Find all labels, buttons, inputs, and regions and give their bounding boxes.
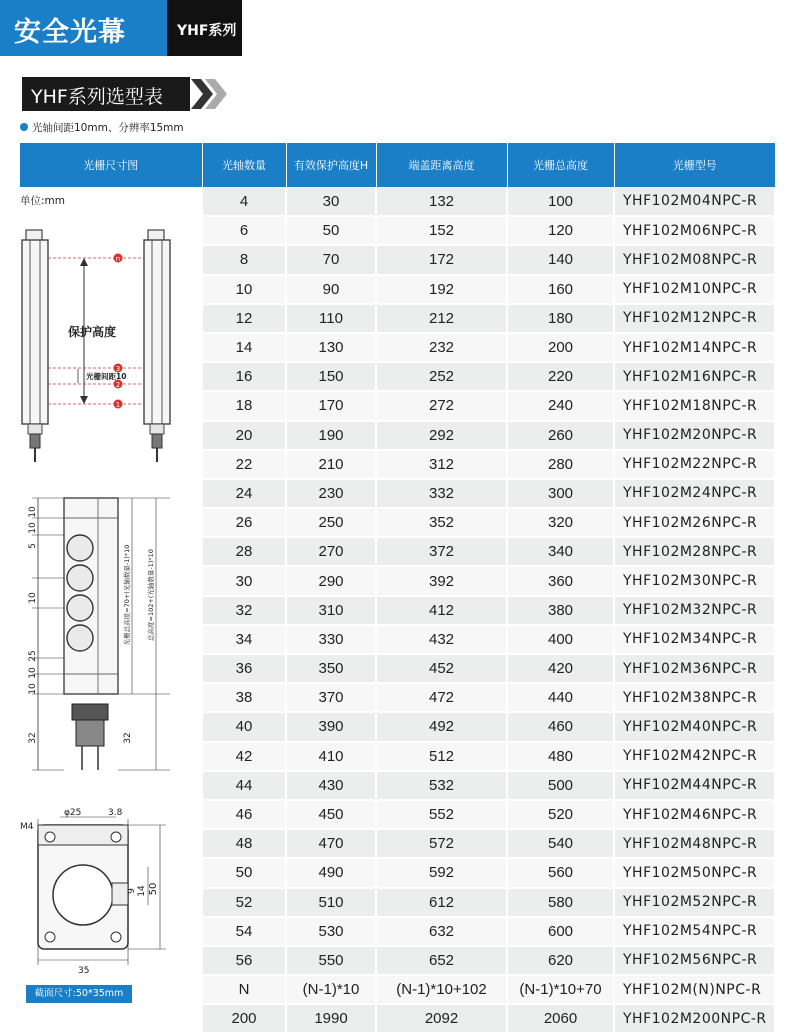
value-cell: 42: [202, 742, 286, 771]
value-cell: 460: [507, 712, 614, 741]
value-cell: 592: [376, 858, 507, 887]
model-cell: YHF102M48NPC-R: [614, 829, 775, 858]
value-cell: 480: [507, 742, 614, 771]
value-cell: 26: [202, 508, 286, 537]
section-size-badge: 截面尺寸:50*35mm: [26, 985, 132, 1003]
value-cell: 110: [286, 304, 376, 333]
value-cell: 372: [376, 537, 507, 566]
value-cell: 292: [376, 421, 507, 450]
formula-label: 光栅总高度=70+(光轴数量-1)*10: [123, 544, 131, 646]
value-cell: 130: [286, 333, 376, 362]
dimension-label: 14: [137, 885, 147, 897]
value-cell: 552: [376, 800, 507, 829]
value-cell: 250: [286, 508, 376, 537]
dimension-label: 35: [78, 966, 90, 976]
value-cell: 34: [202, 625, 286, 654]
dimension-label: 10: [28, 683, 38, 695]
value-cell: 48: [202, 829, 286, 858]
model-cell: YHF102M04NPC-R: [614, 187, 775, 216]
value-cell: 340: [507, 537, 614, 566]
value-cell: 492: [376, 712, 507, 741]
value-cell: 452: [376, 654, 507, 683]
value-cell: 310: [286, 596, 376, 625]
value-cell: 532: [376, 771, 507, 800]
value-cell: 152: [376, 216, 507, 245]
value-cell: 172: [376, 245, 507, 274]
value-cell: 500: [507, 771, 614, 800]
model-cell: YHF102M54NPC-R: [614, 917, 775, 946]
dimension-label: 5: [28, 543, 38, 549]
value-cell: 332: [376, 479, 507, 508]
page-title: 安全光幕: [14, 17, 126, 48]
value-cell: 470: [286, 829, 376, 858]
value-cell: 472: [376, 683, 507, 712]
model-cell: YHF102M42NPC-R: [614, 742, 775, 771]
model-cell: YHF102M20NPC-R: [614, 421, 775, 450]
value-cell: 432: [376, 625, 507, 654]
value-cell: 90: [286, 275, 376, 304]
value-cell: 36: [202, 654, 286, 683]
value-cell: 312: [376, 450, 507, 479]
value-cell: 50: [286, 216, 376, 245]
value-cell: 390: [286, 712, 376, 741]
dimension-label: 3.8: [108, 808, 123, 818]
value-cell: 510: [286, 888, 376, 917]
value-cell: 652: [376, 946, 507, 975]
value-cell: 140: [507, 245, 614, 274]
dimension-label: M4: [20, 822, 34, 832]
model-cell: YHF102M26NPC-R: [614, 508, 775, 537]
value-cell: 440: [507, 683, 614, 712]
value-cell: 540: [507, 829, 614, 858]
model-cell: YHF102M18NPC-R: [614, 391, 775, 420]
value-cell: 560: [507, 858, 614, 887]
value-cell: 46: [202, 800, 286, 829]
dimension-label: 32: [123, 732, 133, 744]
value-cell: 190: [286, 421, 376, 450]
model-cell: YHF102M06NPC-R: [614, 216, 775, 245]
column-header: 光栅尺寸图: [20, 143, 202, 187]
value-cell: 512: [376, 742, 507, 771]
model-cell: YHF102M46NPC-R: [614, 800, 775, 829]
value-cell: 70: [286, 245, 376, 274]
value-cell: 22: [202, 450, 286, 479]
value-cell: (N-1)*10+102: [376, 975, 507, 1004]
beam-pitch-label: 光栅间距10: [86, 372, 127, 381]
value-cell: 392: [376, 566, 507, 595]
value-cell: 490: [286, 858, 376, 887]
value-cell: 212: [376, 304, 507, 333]
column-header: 光栅型号: [614, 143, 775, 187]
model-cell: YHF102M(N)NPC-R: [614, 975, 775, 1004]
dimension-label: φ25: [64, 808, 82, 818]
value-cell: 2060: [507, 1004, 614, 1032]
marker-label: 3: [115, 365, 121, 373]
value-cell: 40: [202, 712, 286, 741]
value-cell: 240: [507, 391, 614, 420]
model-cell: YHF102M10NPC-R: [614, 275, 775, 304]
value-cell: 132: [376, 187, 507, 216]
value-cell: 612: [376, 888, 507, 917]
value-cell: 632: [376, 917, 507, 946]
value-cell: 280: [507, 450, 614, 479]
section-title-text: YHF系列选型表: [31, 86, 163, 108]
model-cell: YHF102M32NPC-R: [614, 596, 775, 625]
value-cell: N: [202, 975, 286, 1004]
value-cell: 1990: [286, 1004, 376, 1032]
value-cell: 18: [202, 391, 286, 420]
value-cell: 56: [202, 946, 286, 975]
value-cell: 120: [507, 216, 614, 245]
value-cell: 550: [286, 946, 376, 975]
value-cell: 252: [376, 362, 507, 391]
value-cell: 350: [286, 654, 376, 683]
model-cell: YHF102M44NPC-R: [614, 771, 775, 800]
value-cell: 32: [202, 596, 286, 625]
value-cell: (N-1)*10: [286, 975, 376, 1004]
value-cell: 370: [286, 683, 376, 712]
marker-label: 2: [115, 381, 121, 389]
model-cell: YHF102M40NPC-R: [614, 712, 775, 741]
column-header: 光栅总高度: [507, 143, 614, 187]
value-cell: 30: [202, 566, 286, 595]
value-cell: 410: [286, 742, 376, 771]
value-cell: 100: [507, 187, 614, 216]
double-chevron-icon: [189, 77, 229, 111]
dimension-label: 25: [28, 650, 38, 662]
value-cell: 50: [202, 858, 286, 887]
value-cell: 10: [202, 275, 286, 304]
dimension-label: 50: [148, 882, 159, 896]
model-cell: YHF102M36NPC-R: [614, 654, 775, 683]
value-cell: 520: [507, 800, 614, 829]
model-cell: YHF102M200NPC-R: [614, 1004, 775, 1032]
formula-label: 总高度=102+(光轴数量-1)*10: [147, 549, 155, 641]
value-cell: 2092: [376, 1004, 507, 1032]
bullet-dot-icon: [20, 123, 28, 131]
model-cell: YHF102M34NPC-R: [614, 625, 775, 654]
model-cell: YHF102M12NPC-R: [614, 304, 775, 333]
value-cell: 30: [286, 187, 376, 216]
dimension-label: 9: [127, 888, 137, 894]
value-cell: 150: [286, 362, 376, 391]
section-title: [22, 77, 190, 111]
value-cell: 530: [286, 917, 376, 946]
value-cell: 430: [286, 771, 376, 800]
value-cell: 412: [376, 596, 507, 625]
top-header: [0, 0, 790, 56]
value-cell: 200: [507, 333, 614, 362]
value-cell: 380: [507, 596, 614, 625]
series-tag: [167, 0, 242, 56]
value-cell: 220: [507, 362, 614, 391]
dimension-label: 10: [28, 667, 38, 679]
value-cell: 360: [507, 566, 614, 595]
spec-note: [20, 120, 184, 135]
value-cell: 12: [202, 304, 286, 333]
value-cell: 20: [202, 421, 286, 450]
model-cell: YHF102M24NPC-R: [614, 479, 775, 508]
model-cell: YHF102M56NPC-R: [614, 946, 775, 975]
value-cell: 28: [202, 537, 286, 566]
model-cell: YHF102M22NPC-R: [614, 450, 775, 479]
value-cell: 232: [376, 333, 507, 362]
value-cell: 44: [202, 771, 286, 800]
value-cell: 230: [286, 479, 376, 508]
value-cell: 54: [202, 917, 286, 946]
spec-note-text: 光轴间距10mm、分辨率15mm: [32, 122, 184, 134]
value-cell: 192: [376, 275, 507, 304]
model-cell: YHF102M16NPC-R: [614, 362, 775, 391]
value-cell: 572: [376, 829, 507, 858]
value-cell: 4: [202, 187, 286, 216]
model-cell: YHF102M50NPC-R: [614, 858, 775, 887]
value-cell: 260: [507, 421, 614, 450]
value-cell: 320: [507, 508, 614, 537]
light-curtain-side-drawing: [20, 490, 202, 780]
column-header: 端盖距离高度: [376, 143, 507, 187]
protect-height-label: 保护高度: [68, 325, 117, 339]
marker-label: n: [115, 255, 121, 263]
value-cell: 290: [286, 566, 376, 595]
value-cell: 170: [286, 391, 376, 420]
column-header: 光轴数量: [202, 143, 286, 187]
value-cell: 200: [202, 1004, 286, 1032]
marker-label: 1: [115, 401, 121, 409]
value-cell: 600: [507, 917, 614, 946]
value-cell: 400: [507, 625, 614, 654]
value-cell: 210: [286, 450, 376, 479]
value-cell: 8: [202, 245, 286, 274]
value-cell: 52: [202, 888, 286, 917]
dimension-label: 10: [28, 506, 38, 518]
model-cell: YHF102M30NPC-R: [614, 566, 775, 595]
model-cell: YHF102M08NPC-R: [614, 245, 775, 274]
value-cell: 38: [202, 683, 286, 712]
value-cell: 580: [507, 888, 614, 917]
table-header-row: [20, 143, 775, 187]
value-cell: 160: [507, 275, 614, 304]
value-cell: 352: [376, 508, 507, 537]
value-cell: 180: [507, 304, 614, 333]
dimension-label: 10: [28, 592, 38, 604]
value-cell: 270: [286, 537, 376, 566]
value-cell: 14: [202, 333, 286, 362]
model-cell: YHF102M52NPC-R: [614, 888, 775, 917]
value-cell: 272: [376, 391, 507, 420]
brand-box: [0, 0, 167, 56]
model-cell: YHF102M14NPC-R: [614, 333, 775, 362]
value-cell: 450: [286, 800, 376, 829]
value-cell: 6: [202, 216, 286, 245]
column-header: 有效保护高度H: [286, 143, 376, 187]
model-cell: YHF102M28NPC-R: [614, 537, 775, 566]
model-cell: YHF102M38NPC-R: [614, 683, 775, 712]
dimension-label: 32: [28, 732, 38, 744]
light-curtain-front-drawing: [20, 226, 202, 466]
unit-label: 单位:mm: [20, 195, 65, 207]
value-cell: 330: [286, 625, 376, 654]
value-cell: 16: [202, 362, 286, 391]
value-cell: 620: [507, 946, 614, 975]
series-tag-label: YHF系列: [177, 23, 237, 39]
value-cell: 300: [507, 479, 614, 508]
value-cell: 420: [507, 654, 614, 683]
cross-section-drawing: [20, 805, 202, 983]
value-cell: 24: [202, 479, 286, 508]
dimension-label: 10: [28, 522, 38, 534]
table-row: [20, 187, 775, 216]
value-cell: (N-1)*10+70: [507, 975, 614, 1004]
